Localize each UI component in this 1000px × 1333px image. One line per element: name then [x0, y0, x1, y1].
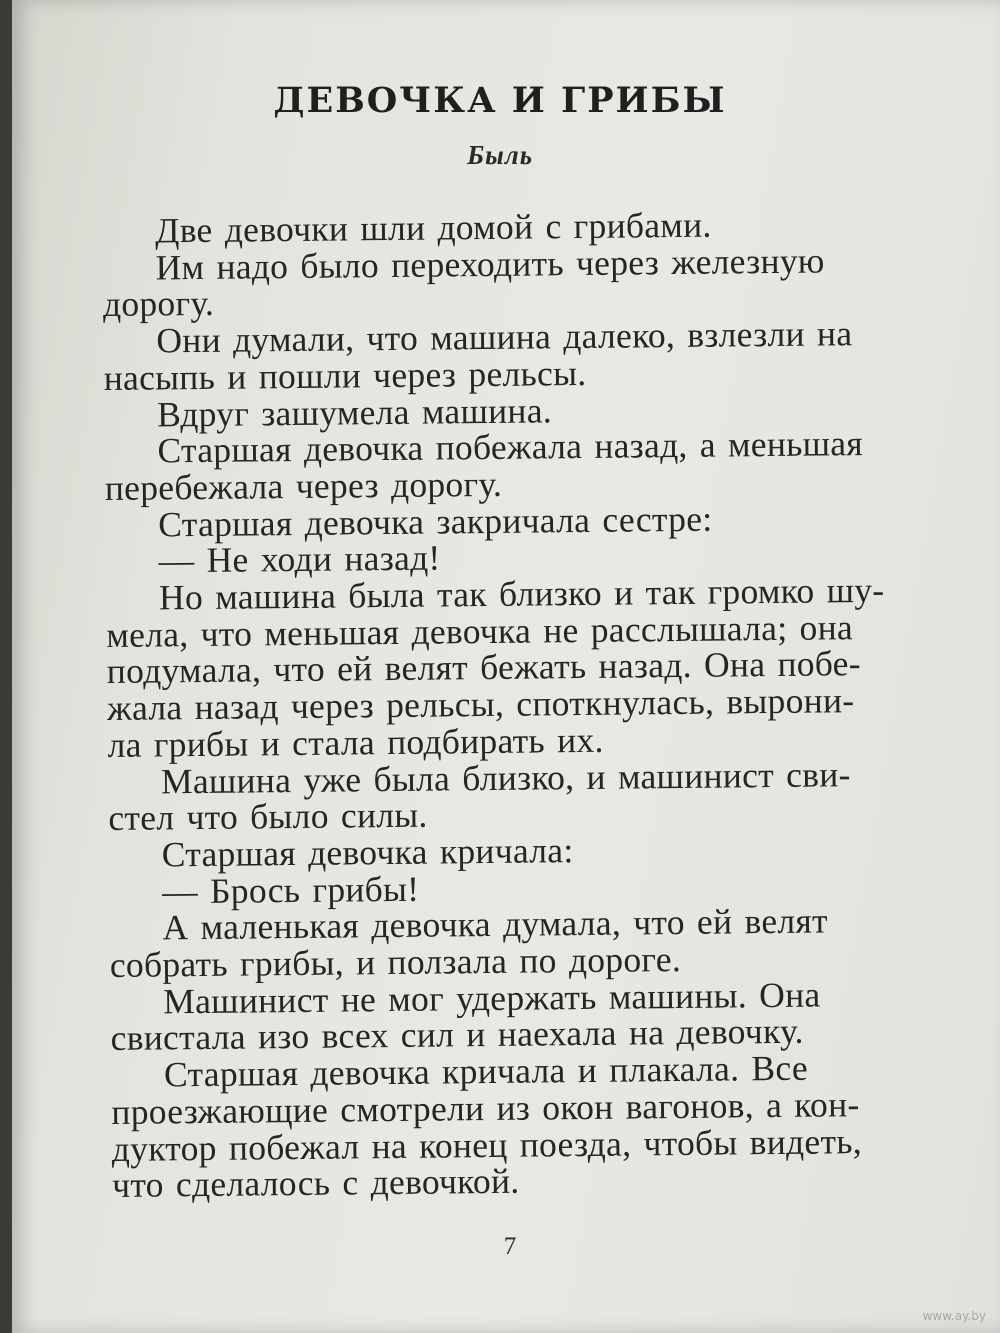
text-line: Старшая девочка кричала и плакала. Все: [163, 1047, 809, 1095]
text-line: Вдруг зашумела машина.: [156, 389, 553, 434]
story-body: [102, 205, 902, 1204]
text-line: насыпь и пошли через рельсы.: [103, 352, 587, 398]
text-line: стел что было силы.: [108, 794, 428, 839]
text-line: Старшая девочка закричала сестре:: [158, 498, 713, 545]
text-line: подумала, что ей велят бежать назад. Она побе-: [106, 643, 862, 692]
text-line: — Не ходи назад!: [158, 537, 441, 581]
text-line: Машинист не мог удержать машины. Она: [163, 974, 821, 1022]
text-line: перебежала через дорогу.: [104, 463, 503, 508]
text-line: проезжающие смотрели из окон вагонов, а кон-: [111, 1083, 860, 1132]
text-line: собрать грибы, и ползала по дороге.: [109, 939, 682, 986]
text-line: Старшая девочка кричала:: [161, 830, 574, 875]
page-number: 7: [503, 1233, 517, 1260]
text-line: что сделалось с девочкой.: [111, 1160, 520, 1206]
text-line: — Брось грибы!: [161, 868, 420, 912]
text-line: дорогу.: [102, 283, 215, 325]
text-line: Им надо было переходить через железную: [155, 240, 825, 288]
text-line: Они думали, что машина далеко, взлезли на: [156, 313, 853, 361]
story-title: ДЕВОЧКА И ГРИБЫ: [273, 80, 727, 121]
text-line: ла грибы и стала подбирать их.: [107, 719, 604, 765]
watermark: www.ay.by: [922, 1309, 986, 1323]
text-line: Старшая девочка побежала назад, а меньшая: [157, 423, 864, 471]
story-subtitle: Быль: [466, 140, 534, 170]
text-line: Машина уже была близко, и машинист сви-: [160, 753, 851, 801]
text-line: мела, что меньшая девочка не расслышала; она: [106, 606, 854, 655]
text-line: дуктор побежал на конец поезда, чтобы видеть,: [111, 1120, 863, 1169]
text-line: свистала изо всех сил и наехала на девочку.: [110, 1011, 804, 1059]
text-line: жала назад через рельсы, споткнулась, вырони-: [106, 680, 855, 729]
text-line: Но машина была так близко и так громко шу-: [158, 569, 885, 618]
text-line: А маленькая девочка думала, что ей велят: [162, 900, 829, 948]
text-line: Две девочки шли домой с грибами.: [154, 204, 712, 251]
